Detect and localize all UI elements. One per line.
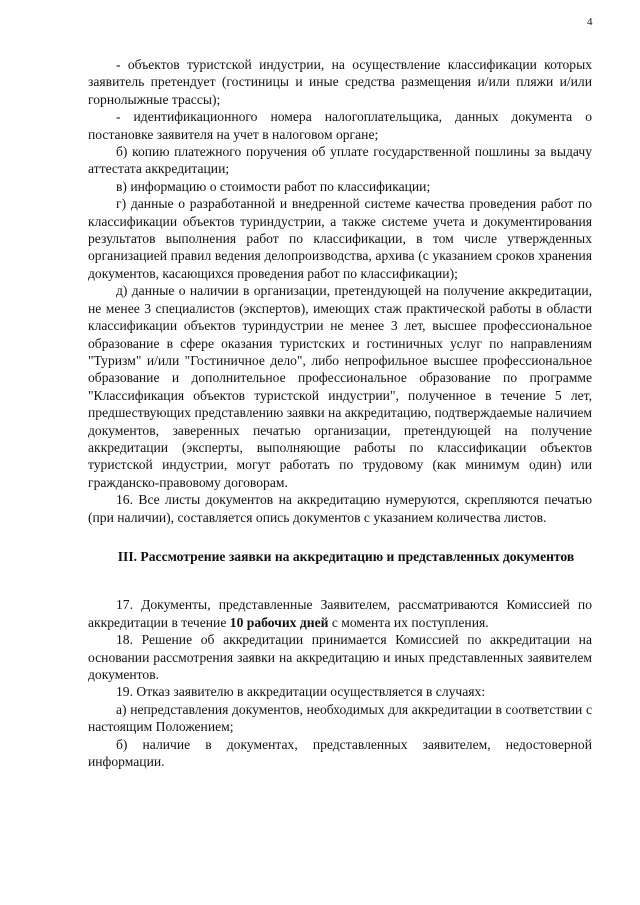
paragraph-tourism-objects: - объектов туристской индустрии, на осуществление классификации которых заявитель претендует (гостиницы и иные средства размещения и/или пляжи и/или горнолыжные трассы);: [88, 57, 592, 107]
paragraph-16: 16. Все листы документов на аккредитацию нумеруются, скрепляются печатью (при наличии), составляется опись документов с указанием количества листов.: [88, 492, 592, 525]
paragraph-v-cost: в) информацию о стоимости работ по классификации;: [116, 178, 431, 194]
paragraph-b-false-info: б) наличие в документах, представленных заявителем, недостоверной информации.: [88, 736, 592, 770]
paragraph-18: 18. Решение об аккредитации принимается Комиссией по аккредитации на основании рассмотрения заявки на аккредитацию и иных представленных заявителем документов.: [88, 632, 592, 682]
paragraph-d-specialists: д) данные о наличии в организации, претендующей на получение аккредитации, не менее 3 специалистов (экспертов), имеющих стаж практической работы в области классификации объектов туриндустрии не менее 3 лет, высшее профессиональное образование в сфере оказания туристских и гостиничных услуг по направлениям "Туризм" и/или "Гостиничное дело", либо непрофильное высшее профессиональное образование и дополнительное профессиональное образование по программе "Классификация объектов туристской индустрии", полученное в течение 5 лет, предшествующих представлению заявки на аккредитацию, подтверждаемые наличием документов, заверенных печатью организации, претендующей на получение аккредитации (эксперты, выполняющие работы по классификации объектов туристской индустрии, могут работать по трудовому (как минимум один) или гражданско-правовому договорам.: [88, 283, 592, 490]
paragraph-17-after: с момента их поступления.: [328, 614, 489, 630]
document-body: [88, 56, 592, 770]
paragraph-tax-id: - идентификационного номера налогоплательщика, данных документа о постановке заявителя на учет в налоговом органе;: [88, 109, 592, 142]
section-heading: III. Рассмотрение заявки на аккредитацию и представленных документов: [117, 548, 575, 564]
paragraph-19: 19. Отказ заявителю в аккредитации осуществляется в случаях:: [116, 684, 486, 700]
paragraph-g-quality-system: г) данные о разработанной и внедренной системе качества проведения работ по классификации объектов туриндустрии, а также системе учета и документирования результатов выполнения работ по классификации, в том числе утвержденных организацией правил ведения делопроизводства, архива (с указанием сроков хранения документов, касающихся проведения работ по классификации);: [88, 196, 592, 281]
paragraph-a-missing-docs: а) непредставления документов, необходимых для аккредитации в соответствии с настоящим Положением;: [88, 701, 592, 735]
paragraph-17-before: 17. Документы, представленные Заявителем, рассматриваются Комиссией по аккредитации в течение: [88, 597, 592, 630]
paragraph-b-payment: б) копию платежного поручения об уплате государственной пошлины за выдачу аттестата аккредитации;: [88, 144, 592, 177]
paragraph-17-bold: 10 рабочих дней: [229, 614, 329, 630]
paragraph-17: [88, 596, 592, 631]
page-number: 4: [587, 16, 593, 28]
